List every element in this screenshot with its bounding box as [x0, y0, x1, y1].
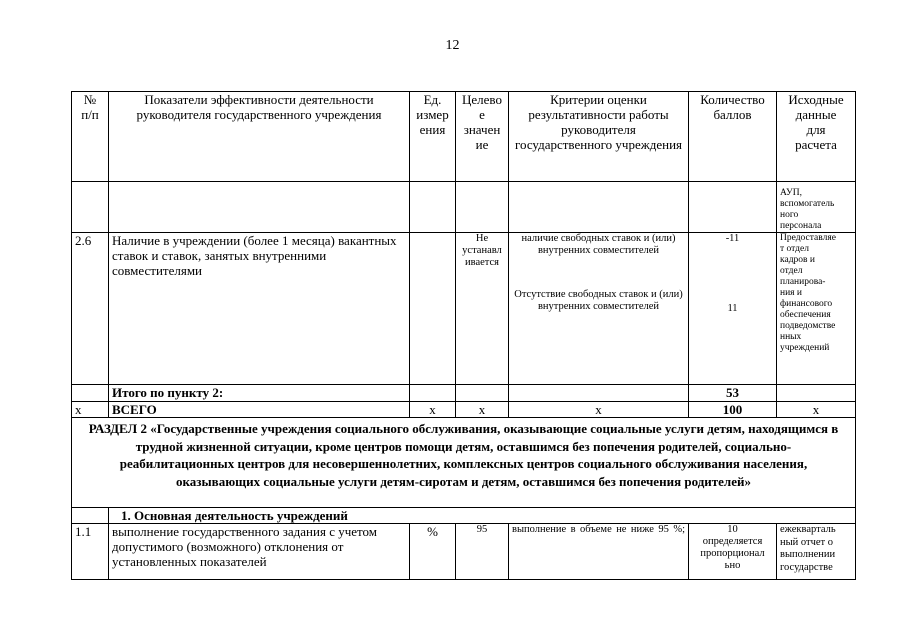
total-points: 100: [689, 402, 777, 418]
subtotal-points: 53: [689, 385, 777, 402]
header-num: № п/п: [72, 92, 109, 182]
row-2-6-target: Не устанавл ивается: [456, 233, 509, 385]
header-indicator: Показатели эффективности деятельности руководителя государственного учреждения: [109, 92, 410, 182]
section-2-title: РАЗДЕЛ 2 «Государственные учреждения социального обслуживания, оказывающие социальные услуги детям, находящимся в трудной жизненной ситуации, кроме центров помощи детям, оставшимся без попечения родителей, социально-реабилитационных центров для несовершеннолетних, комплексных центров социального обслуживания населения, оказывающих социальные услуги детям-сиротам и детям, оставшимся без попечения родителей»: [72, 418, 856, 508]
subtotal-label: Итого по пункту 2:: [109, 385, 410, 402]
total-num: x: [72, 402, 109, 418]
page-number: 12: [445, 38, 460, 53]
total-label: ВСЕГО: [109, 402, 410, 418]
subsection-1-title: 1. Основная деятельность учреждений: [109, 508, 856, 524]
row-1-1-target: 95: [456, 524, 509, 580]
continued-source: АУП, вспомогатель ного персонала: [777, 182, 856, 233]
points-vacancies-absent: 11: [727, 303, 738, 314]
row-2-6-indicator: Наличие в учреждении (более 1 месяца) вакантных ставок и ставок, занятых внутренними совместителями: [109, 233, 410, 385]
points-vacancies-present: -11: [725, 233, 740, 244]
header-points: Количество баллов: [689, 92, 777, 182]
table-header-row: [72, 92, 856, 182]
total-source: x: [777, 402, 856, 418]
table-row-1-1: [72, 524, 856, 580]
total-target: x: [456, 402, 509, 418]
header-unit: Ед. измер ения: [410, 92, 456, 182]
row-1-1-unit: %: [410, 524, 456, 580]
row-1-1-source: ежекварталь ный отчет о выполнении государстве: [777, 524, 856, 580]
total-row: [72, 402, 856, 418]
row-2-6-source: Предоставляе т отдел кадров и отдел планирова- ния и финансового обеспечения подведомстве нных учреждений: [777, 233, 856, 385]
row-1-1-points: 10 определяется пропорционал ьно: [689, 524, 777, 580]
criteria-vacancies-present: наличие свободных ставок и (или) внутренних совместителей: [521, 233, 676, 256]
total-unit: x: [410, 402, 456, 418]
subtotal-row: [72, 385, 856, 402]
subsection-row: [72, 508, 856, 524]
row-2-6-num: 2.6: [72, 233, 109, 385]
header-criteria: Критерии оценки результативности работы руководителя государственного учреждения: [509, 92, 689, 182]
continued-row: [72, 182, 856, 233]
section-title-row: [72, 418, 856, 508]
row-1-1-num: 1.1: [72, 524, 109, 580]
row-1-1-indicator: выполнение государственного задания с учетом допустимого (возможного) отклонения от установленных показателей: [109, 524, 410, 580]
row-1-1-criteria: выполнение в объеме не ниже 95 %;: [509, 524, 689, 580]
total-criteria: x: [509, 402, 689, 418]
header-source: Исходные данные для расчета: [777, 92, 856, 182]
table-row-2-6: [72, 233, 856, 385]
header-target: Целево е значен ие: [456, 92, 509, 182]
row-2-6-points: [689, 233, 777, 385]
criteria-vacancies-absent: Отсутствие свободных ставок и (или) внутренних совместителей: [514, 289, 683, 312]
indicators-table: [71, 91, 856, 580]
row-2-6-criteria: [509, 233, 689, 385]
